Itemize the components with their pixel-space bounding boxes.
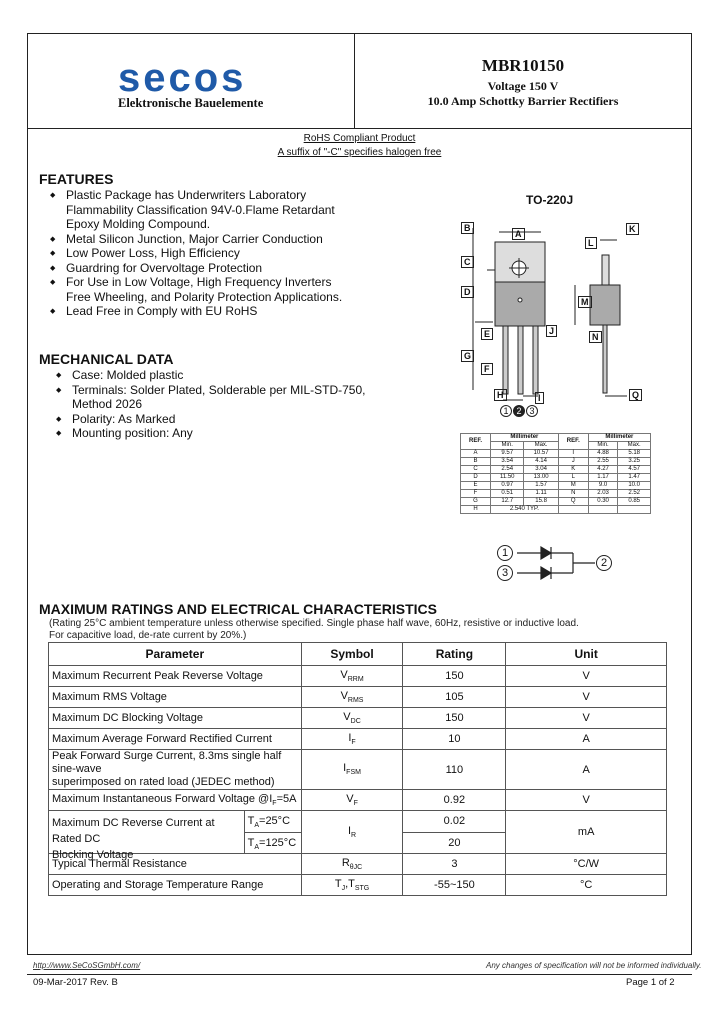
company-logo: secos — [118, 56, 247, 100]
dim-label-n: N — [589, 331, 602, 343]
list-item: ◆ Guardring for Overvoltage Protection — [48, 261, 368, 276]
table-row: E 0.97 1.57 M 9.0 10.0 — [461, 482, 651, 490]
voltage-line: Voltage 150 V — [487, 79, 559, 93]
features-list — [48, 188, 368, 319]
rohs-line: RoHS Compliant Product — [303, 133, 416, 144]
circuit-pin-2: 2 — [596, 555, 612, 571]
footer-divider — [27, 974, 692, 975]
table-row: Maximum RMS Voltage $V_{RMS}$ 105 V — [49, 687, 667, 708]
footer-page: Page 1 of 2 — [626, 977, 675, 988]
col-symbol: Symbol — [301, 643, 403, 666]
table-row: A 9.57 10.57 I 4.88 5.18 — [461, 450, 651, 458]
list-item: ◆ Plastic Package has Underwriters Laboratory Flammability Classification 94V-0.Flame Retardant Epoxy Molding Compound. — [48, 188, 368, 232]
table-row: Maximum Recurrent Peak Reverse Voltage $V_{RRM}$ 150 V — [49, 666, 667, 687]
circuit-pin-3: 3 — [497, 565, 513, 581]
footer-url[interactable]: http://www.SeCoSGmbH.com/ — [33, 961, 141, 970]
table-row: 20 — [49, 832, 667, 854]
table-row: Typical Thermal Resistance $R_{\theta JC}$ 3 °C/W — [49, 854, 667, 875]
col-unit: Unit — [506, 643, 667, 666]
pin-3-badge: 3 — [526, 405, 538, 417]
package-name: TO-220J — [526, 193, 574, 207]
col-parameter: Parameter — [49, 643, 302, 666]
part-number: MBR10150 — [481, 56, 565, 75]
table-row: F 0.51 1.11 N 2.03 2.52 — [461, 490, 651, 498]
dim-label-m: M — [578, 296, 592, 308]
table-row: Maximum Instantaneous Forward Voltage $@I_F=5A$ $V_F$ 0.92 V — [49, 790, 667, 811]
dim-label-a: A — [512, 228, 525, 240]
ratings-note-1: (Rating 25°C ambient temperature unless otherwise specified. Single phase half wave, 60Hz, resistive or inductive load. — [49, 618, 579, 629]
dim-sub-max: Max. — [524, 442, 558, 450]
list-item: ◆ Polarity: As Marked — [54, 412, 374, 427]
table-row: Operating and Storage Temperature Range $T_J,T_{STG}$ -55~150 °C — [49, 875, 667, 896]
dim-label-h: H — [494, 389, 507, 401]
dim-label-l: L — [585, 237, 597, 249]
list-item: ◆ Lead Free in Comply with EU RoHS — [48, 304, 368, 319]
halogen-line: A suffix of "-C" specifies halogen free — [277, 147, 442, 158]
package-outline-drawing — [445, 210, 655, 420]
dim-label-q: Q — [629, 389, 642, 401]
dim-label-j: J — [546, 325, 557, 337]
ratings-table — [48, 642, 667, 896]
dimension-table — [460, 433, 651, 514]
dim-sub-min2: Min. — [588, 442, 618, 450]
footer-notice: Any changes of specification will not be informed individually. — [486, 961, 702, 970]
dim-label-d: D — [461, 286, 474, 298]
dim-label-c: C — [461, 256, 474, 268]
pin-numbers — [500, 405, 538, 417]
table-row: D 11.50 13.00 L 1.17 1.47 — [461, 474, 651, 482]
list-item: ◆ Metal Silicon Junction, Major Carrier Conduction — [48, 232, 368, 247]
list-item: ◆ Case: Molded plastic — [54, 368, 374, 383]
list-item: ◆ For Use in Low Voltage, High Frequency Inverters Free Wheeling, and Polarity Protection Applications. — [48, 275, 368, 304]
footer-date: 09-Mar-2017 Rev. B — [33, 977, 118, 988]
table-row: C 2.54 3.04 K 4.27 4.57 — [461, 466, 651, 474]
dim-header-ref: REF. — [461, 434, 491, 450]
list-item: ◆ Mounting position: Any — [54, 426, 374, 441]
col-rating: Rating — [403, 643, 506, 666]
dim-label-e: E — [481, 328, 493, 340]
dim-label-k: K — [626, 223, 639, 235]
dim-sub-max2: Max. — [618, 442, 651, 450]
dim-header-mm2: Millimeter — [588, 434, 650, 442]
dim-label-b: B — [461, 222, 474, 234]
dim-header-ref2: REF. — [558, 434, 588, 450]
ratings-note-2: For capacitive load, de-rate current by 20%.) — [49, 630, 247, 641]
circuit-pin-1: 1 — [497, 545, 513, 561]
header-divider — [27, 128, 692, 129]
company-tagline: Elektronische Bauelemente — [118, 96, 264, 110]
features-title: FEATURES — [39, 171, 114, 187]
dim-label-g: G — [461, 350, 474, 362]
table-row: Maximum DC Blocking Voltage $V_{DC}$ 150 V — [49, 708, 667, 729]
list-item: ◆ Terminals: Solder Plated, Solderable per MIL-STD-750, Method 2026 — [54, 383, 374, 412]
table-row: H 2.540 TYP. — [461, 506, 651, 514]
ratings-title: MAXIMUM RATINGS AND ELECTRICAL CHARACTERISTICS — [39, 601, 437, 617]
pin-2-badge: 2 — [513, 405, 525, 417]
list-item: ◆ Low Power Loss, High Efficiency — [48, 246, 368, 261]
description-line: 10.0 Amp Schottky Barrier Rectifiers — [427, 94, 619, 108]
table-row: Peak Forward Surge Current, 8.3ms single half sine-wave superimposed on rated load (JEDEC method) $I_{FSM}$ 110 A — [49, 750, 667, 790]
pin-1-badge: 1 — [500, 405, 512, 417]
dim-label-i: I — [535, 392, 544, 404]
mechanical-list — [54, 368, 374, 441]
table-row: B 3.54 4.14 J 2.55 3.25 — [461, 458, 651, 466]
dim-sub-min: Min. — [491, 442, 524, 450]
dim-label-f: F — [481, 363, 493, 375]
table-row: G 12.7 15.8 Q 0.30 0.85 — [461, 498, 651, 506]
table-row: Maximum Average Forward Rectified Current $I_F$ 10 A — [49, 729, 667, 750]
dim-header-mm: Millimeter — [491, 434, 559, 442]
mechanical-title: MECHANICAL DATA — [39, 351, 174, 367]
table-row: Maximum DC Reverse Current at Rated DC Blocking Voltage $T_A=25^\circ C$ $T_A=125^\circ C$ $I_R$ 0.02 mA — [49, 811, 667, 833]
